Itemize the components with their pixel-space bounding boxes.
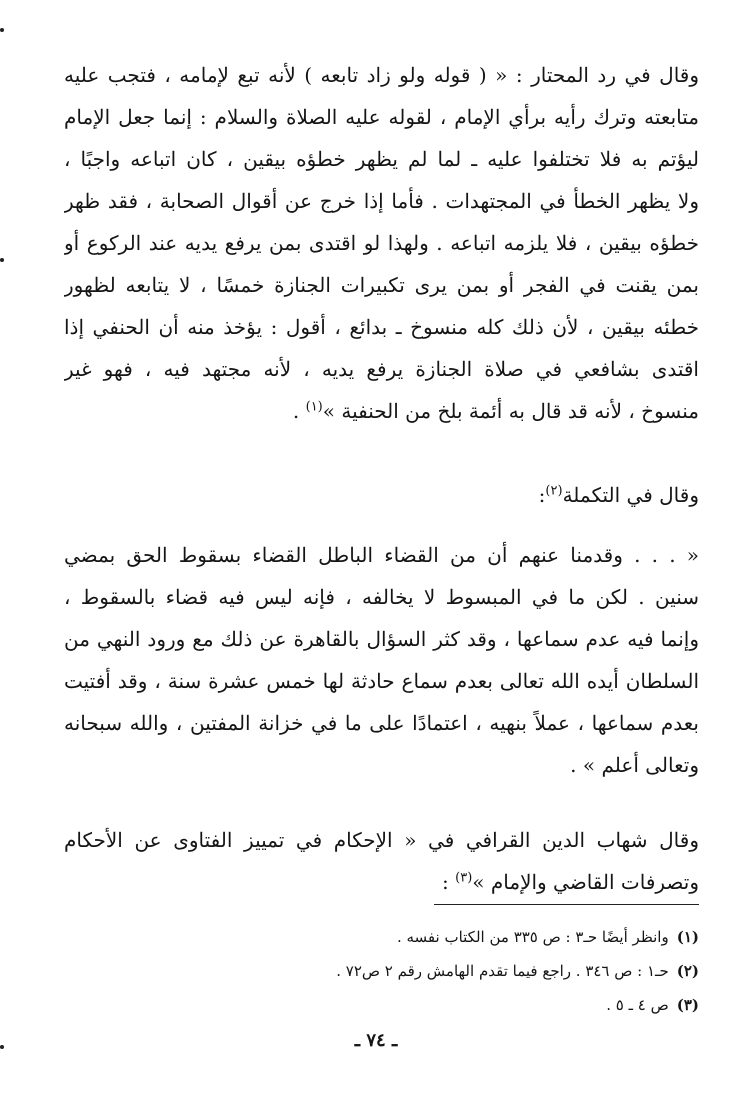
footnote-number: (١) bbox=[676, 928, 699, 946]
paragraph-radd-al-muhtar bbox=[64, 54, 699, 432]
text-line: « . . . وقدمنا عنهم أن من القضاء الباطل القضاء بسقوط الحق بمضي bbox=[64, 543, 699, 567]
footnote-text: ص ٤ ـ ٥ . bbox=[606, 996, 669, 1014]
footnote-number: (٣) bbox=[676, 996, 699, 1014]
paragraph-takmila-heading bbox=[64, 474, 699, 516]
footnote-item bbox=[64, 954, 699, 988]
text-line: خطئه بيقين ، لأن ذلك كله منسوخ ـ بدائع ، أقول : يؤخذ منه أن الحنفي إذا bbox=[64, 315, 699, 339]
text-line: بعدم سماعها ، عملاً بنهيه ، اعتمادًا على ما في خزانة المفتين ، والله سبحانه bbox=[64, 711, 699, 735]
line-tail: : bbox=[442, 870, 456, 894]
footnote-item bbox=[64, 920, 699, 954]
text-line: وإنما فيه عدم سماعها ، وقد كثر السؤال بالقاهرة عن ذلك مع ورود النهي من bbox=[64, 627, 699, 651]
footnote-item bbox=[64, 988, 699, 1022]
text-line: ليؤتم به فلا تختلفوا عليه ـ لما لم يظهر خطؤه بيقين ، كان اتباعه واجبًا ، bbox=[64, 147, 699, 171]
scan-mark-top bbox=[0, 28, 4, 32]
page-number: ـ ٧٤ ـ bbox=[354, 1030, 398, 1051]
line-text: منسوخ ، لأنه قد قال به أئمة بلخ من الحنفية » bbox=[322, 399, 699, 423]
footnote-separator bbox=[434, 904, 699, 905]
text-line bbox=[64, 474, 699, 516]
paragraph-qarafi bbox=[64, 819, 699, 903]
text-line: بمن يقنت في الفجر أو بمن يرى تكبيرات الجنازة خمسًا ، لا يتابعه لظهور bbox=[64, 273, 699, 297]
text-line-last: وتعالى أعلم » . bbox=[570, 753, 699, 777]
footnote-ref-2[interactable]: (٢) bbox=[545, 483, 563, 499]
text-line: وقال في رد المحتار : « ( قوله ولو زاد تابعه ) لأنه تبع لإمامه ، فتجب عليه bbox=[64, 63, 699, 87]
text-line-last bbox=[64, 390, 699, 432]
text-line: سنين . لكن ما في المبسوط لا يخالفه ، فإنه ليس فيه قضاء بالسقوط ، bbox=[64, 585, 699, 609]
scan-mark-middle bbox=[0, 258, 4, 262]
text-line: خطؤه بيقين ، فلا يلزمه اتباعه . ولهذا لو اقتدى بمن يرفع يديه عند الركوع أو bbox=[64, 231, 699, 255]
line-text: وتصرفات القاضي والإمام » bbox=[472, 870, 699, 894]
book-page bbox=[64, 54, 699, 1054]
footnote-number: (٢) bbox=[676, 962, 699, 980]
line-tail: : bbox=[538, 483, 546, 507]
footnote-ref-1[interactable]: (١) bbox=[305, 399, 323, 415]
footnotes-list bbox=[64, 920, 699, 1022]
text-line: ولا يظهر الخطأ في المجتهدات . فأما إذا خرج عن أقوال الصحابة ، فقد ظهر bbox=[64, 189, 699, 213]
text-line-last bbox=[64, 861, 699, 903]
text-line: اقتدى بشافعي في صلاة الجنازة يرفع يديه ، لأنه مجتهد فيه ، فهو غير bbox=[64, 357, 699, 381]
text-line: السلطان أيده الله تعالى بعدم سماع حادثة لها خمس عشرة سنة ، وقد أفتيت bbox=[64, 669, 699, 693]
text-line: وقال شهاب الدين القرافي في « الإحكام في تمييز الفتاوى عن الأحكام bbox=[64, 828, 699, 852]
text-line: متابعته وترك رأيه برأي الإمام ، لقوله عليه الصلاة والسلام : إنما جعل الإمام bbox=[64, 105, 699, 129]
line-tail: . bbox=[292, 399, 306, 423]
heading-text: وقال في التكملة bbox=[562, 483, 699, 507]
paragraph-takmila-quote bbox=[64, 534, 699, 786]
footnote-text: حـ١ : ص ٣٤٦ . راجع فيما تقدم الهامش رقم ٢ ص٧٢ . bbox=[336, 962, 669, 980]
footnote-text: وانظر أيضًا حـ٣ : ص ٣٣٥ من الكتاب نفسه . bbox=[396, 928, 669, 946]
footnote-ref-3[interactable]: (٣) bbox=[455, 870, 473, 886]
